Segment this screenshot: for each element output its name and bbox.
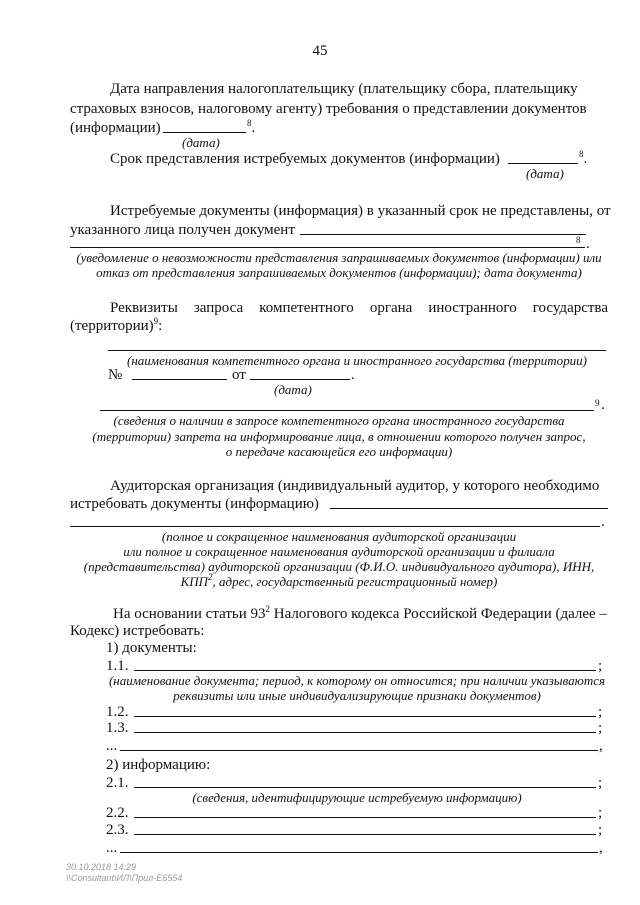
information-item-field[interactable] — [134, 834, 596, 835]
request-number-field[interactable] — [132, 379, 227, 380]
not-provided-caption-2: отказ от представления запрашиваемых документов (информации); дата документа) — [96, 265, 582, 280]
document-item-label: ... — [106, 738, 118, 754]
document-item-label: 1.3. — [106, 720, 129, 736]
basis-line1: На основании статьи $93^2$ Налогового кодекса Российской Федерации (далее – — [113, 604, 607, 622]
document-item-field[interactable] — [134, 716, 596, 717]
document-item-end: ; — [598, 720, 603, 736]
auditor-caption-3: (представительства) аудиторской организации (Ф.И.О. индивидуального аудитора), ИНН, — [83, 559, 595, 574]
information-item-end: ; — [598, 822, 603, 838]
basis-line2: Кодекс) истребовать: — [70, 623, 205, 639]
document-item-field[interactable] — [134, 732, 596, 733]
date-sent-field[interactable] — [163, 132, 246, 133]
information-ban-field[interactable] — [100, 410, 594, 411]
information-item-field[interactable] — [120, 852, 598, 853]
deadline-date-field[interactable] — [508, 163, 578, 164]
foreign-request-line2: (территории)$^9$: — [70, 316, 163, 334]
information-ban-caption-1: (сведения о наличии в запросе компетентного органа иностранного государства — [113, 413, 565, 428]
auditor-field[interactable] — [330, 508, 608, 509]
information-item-label: 2.3. — [106, 822, 129, 838]
deadline-ref: $^8$. — [579, 149, 588, 167]
information-item-end: ; — [598, 805, 603, 821]
document-item-field[interactable] — [120, 750, 598, 751]
information-ban-ref: 9 — [595, 398, 600, 408]
request-date-caption: (дата) — [274, 382, 312, 397]
page-number: 45 — [312, 43, 328, 59]
documents-caption-1: (наименование документа; период, к которому он относится; при наличии указываются — [108, 673, 606, 688]
documents-caption-2: реквизиты или иные индивидуализирующие признаки документов) — [173, 688, 541, 703]
document-item-end: ; — [598, 704, 603, 720]
date-sent-line3: (информации) — [70, 120, 161, 136]
received-document-field[interactable] — [300, 234, 586, 235]
auditor-period: . — [601, 514, 605, 530]
print-stamp-line1: 30.10.2018 14:29 — [66, 862, 137, 872]
document-item-end: , — [599, 738, 603, 754]
information-heading: 2) информацию: — [106, 757, 211, 773]
date-sent-line2: страховых взносов, налоговому агенту) требования о представлении документов — [70, 101, 587, 117]
information-ban-caption-3: о передаче касающейся его информации) — [225, 444, 453, 459]
received-document-field-2[interactable] — [70, 247, 585, 248]
information-item-end: , — [599, 840, 603, 856]
information-ban-caption-2: (территории) запрета на информирование лица, в отношении которого получен запрос, — [92, 429, 586, 444]
foreign-request-line1: Реквизиты запроса компетентного органа иностранного государства — [110, 300, 608, 316]
information-caption: (сведения, идентифицирующие истребуемую информацию) — [192, 790, 522, 805]
document-item-label: 1.2. — [106, 704, 129, 720]
document-item-label: 1.1. — [106, 658, 129, 674]
auditor-caption-1: (полное и сокращенное наименования аудиторской организации — [161, 529, 517, 544]
information-item-label: ... — [106, 840, 118, 856]
request-number-label: № — [108, 367, 123, 383]
date-sent-line1: Дата направления налогоплательщику (плательщику сбора, плательщику — [110, 81, 578, 97]
auditor-line2: истребовать документы (информацию) — [70, 496, 319, 512]
competent-authority-caption: (наименования компетентного органа и иностранного государства (территории) — [127, 353, 587, 368]
auditor-caption-4: КПП$^2$, адрес, государственный регистрационный номер) — [180, 572, 498, 589]
date-sent-caption: (дата) — [182, 135, 220, 150]
information-ban-period: . — [601, 397, 605, 413]
not-provided-period: . — [586, 236, 590, 252]
request-date-period: . — [351, 367, 355, 383]
not-provided-ref: 8 — [576, 235, 581, 245]
information-item-end: ; — [598, 775, 603, 791]
information-item-field[interactable] — [134, 817, 596, 818]
information-item-label: 2.2. — [106, 805, 129, 821]
information-item-label: 2.1. — [106, 775, 129, 791]
not-provided-line1: Истребуемые документы (информация) в указанный срок не представлены, от — [110, 203, 611, 219]
not-provided-line2: указанного лица получен документ — [70, 222, 295, 238]
request-date-field[interactable] — [250, 379, 350, 380]
deadline-caption: (дата) — [526, 166, 564, 181]
document-item-end: ; — [598, 658, 603, 674]
auditor-field-2[interactable] — [70, 526, 600, 527]
request-from-label: от — [232, 367, 246, 383]
not-provided-caption-1: (уведомление о невозможности представления запрашиваемых документов (информации) или — [76, 250, 602, 265]
auditor-caption-2: или полное и сокращенное наименования аудиторской организации и филиала — [123, 544, 555, 559]
deadline-text: Срок представления истребуемых документов (информации) — [110, 151, 500, 167]
documents-heading: 1) документы: — [106, 640, 197, 656]
auditor-line1: Аудиторская организация (индивидуальный аудитор, у которого необходимо — [110, 478, 600, 494]
competent-authority-field[interactable] — [108, 350, 606, 351]
document-item-field[interactable] — [134, 670, 596, 671]
information-item-field[interactable] — [134, 787, 596, 788]
print-stamp-line2: \\Consultant\ИЛ\Прил-Е6554 — [66, 873, 183, 883]
date-sent-ref: $^8$. — [247, 118, 256, 136]
